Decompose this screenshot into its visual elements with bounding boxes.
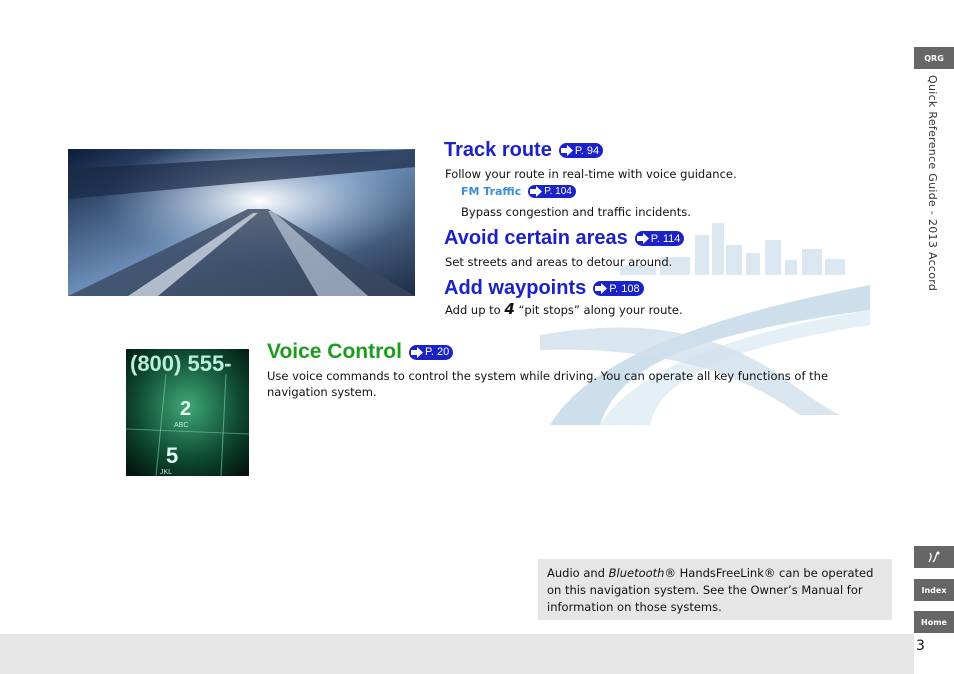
navigation-icon [926,550,942,564]
guide-title: Quick Reference Guide - 2013 Accord [926,75,939,292]
voice-control-title: Voice Control [267,340,402,363]
track-route-ref-text: P. 94 [574,144,600,157]
avoid-areas-page-ref[interactable] [635,231,685,246]
home-tab-label: Home [921,617,947,627]
arrow-right-icon [530,186,542,197]
track-route-title: Track route [444,139,552,161]
fm-traffic-page-ref[interactable] [528,185,576,198]
index-tab-label: Index [921,585,947,595]
avoid-areas-ref-text: P. 114 [650,232,681,245]
keypad-letters-abc: ABC [174,422,189,429]
keypad-digit-5: 5 [166,443,179,468]
voice-control-page-ref[interactable] [409,345,453,360]
waypoints-count: 4 [504,300,515,318]
add-waypoints-description [445,301,683,318]
handsfreelink-note [538,559,892,620]
keypad-digit-2: 2 [180,398,192,420]
qrg-tab[interactable] [914,47,954,69]
phone-display-text: (800) 555- [130,351,232,376]
fm-traffic-ref-text: P. 104 [544,186,572,197]
index-tab[interactable] [914,579,954,601]
waypoints-desc-pre: Add up to [445,303,501,317]
road-tunnel-photo [68,149,415,296]
waypoints-desc-post: “pit stops” along your route. [518,303,683,317]
arrow-right-icon [595,283,607,294]
note-bluetooth: Bluetooth [608,566,665,580]
note-post: ® HandsFreeLink® can be operated on this navigation system. See the Owner’s Manual for information on those systems. [547,566,874,614]
add-waypoints-ref-text: P. 108 [609,282,640,295]
fm-traffic-description: Bypass congestion and traffic incidents. [461,205,691,219]
avoid-areas-description: Set streets and areas to detour around. [445,255,673,269]
keypad-letters-jkl: JKL [160,469,173,476]
navigation-tab[interactable] [914,546,954,568]
home-tab[interactable] [914,611,954,633]
avoid-areas-heading [444,227,684,250]
arrow-right-icon [561,145,573,156]
voice-control-heading [267,340,453,364]
qrg-tab-label: QRG [924,53,944,63]
track-route-page-ref[interactable] [559,143,603,158]
fm-traffic-label: FM Traffic [461,185,522,198]
track-route-description: Follow your route in real-time with voice guidance. [445,167,737,181]
track-route-heading [444,139,603,162]
avoid-areas-title: Avoid certain areas [444,227,628,249]
arrow-right-icon [411,347,423,358]
phone-keypad-photo [126,349,249,476]
note-pre: Audio and [547,566,609,580]
voice-control-description: Use voice commands to control the system while driving. You can operate all key functions of the navigation system. [267,369,829,399]
footer-band [0,634,914,674]
add-waypoints-heading [444,277,644,300]
fm-traffic-link[interactable] [461,185,576,198]
add-waypoints-title: Add waypoints [444,277,587,299]
arrow-right-icon [637,233,649,244]
voice-control-ref-text: P. 20 [424,346,450,358]
add-waypoints-page-ref[interactable] [593,281,643,296]
page-number: 3 [916,638,925,654]
